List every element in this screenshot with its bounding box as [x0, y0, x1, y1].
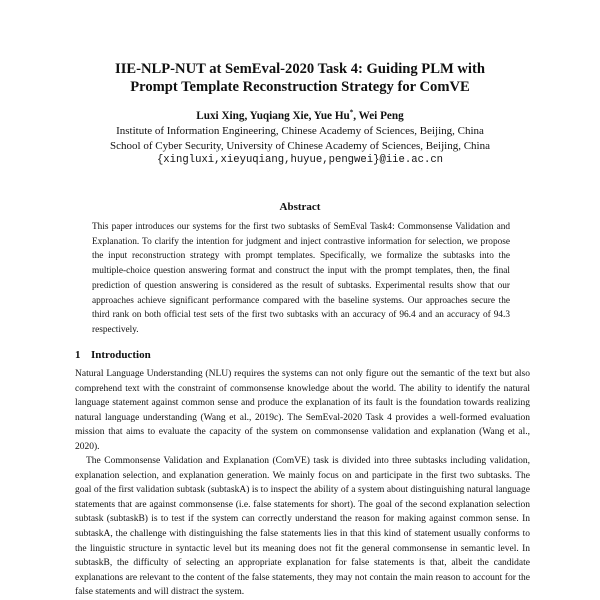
section-title: Introduction	[91, 349, 151, 361]
affiliation-2: School of Cyber Security, University of Chinese Academy of Sciences, Beijing, China	[110, 140, 490, 152]
affiliation-1: Institute of Information Engineering, Chinese Academy of Sciences, Beijing, China	[116, 125, 484, 137]
section-number: 1	[75, 349, 81, 361]
abstract-text: This paper introduces our systems for the first two subtasks of SemEval Task4: Commonsense Validation and Explanation. To clarify the intention for judgment and inject contrastive information for selection, we propose the input reconstruction strategy with prompt templates. Specifically, we formalize the subtasks into the multiple-choice question answering format and construct the input with the prompt templates, then, the final prediction of question answering is considered as the result of subtasks. Experimental results show that our approaches achieve significant performance compared with the baseline systems. Our approaches secure the third rank on both official test sets of the first two subtasks with an accuracy of 96.4 and an accuracy of 94.3 respectively.	[92, 222, 510, 335]
abstract-heading: Abstract	[279, 201, 321, 213]
introduction-paragraph-1: Natural Language Understanding (NLU) requires the systems can not only figure out the semantic of the text but also comprehend text with the constraint of commonsense knowledge about the world. The ability to identify the natural language statement against common sense and produce the explanation of its fault is the foundation towards realizing natural language understanding (Wang et al., 2019c). The SemEval-2020 Task 4 provides a well-formed evaluation mission that aims to evaluate the capacity of the system on commonsense validation and explanation (Wang et al., 2020).	[75, 369, 530, 452]
author-emails: {xingluxi,xieyuqiang,huyue,pengwei}@iie.ac.cn	[156, 154, 444, 166]
author-names-part-1: Luxi Xing, Yuqiang Xie, Yue Hu	[196, 110, 350, 122]
introduction-paragraph-2: The Commonsense Validation and Explanation (ComVE) task is divided into three subtasks including validation, explanation selection, and explanation generation. We mainly focus on and participate in the first two subtasks. The goal of the first validation subtask (subtaskA) is to inspect the ability of a system about distinguishing natural language statements that are against commonsense (i.e. false statements for short). The goal of the second explanation selection subtask (subtaskB) is to test if the system can correctly understand the reason for making against common sense. In subtaskA, the challenge with distinguishing the false statements lies in that this kind of statement usually conforms to the linguistic structure in syntactic level but its meaning does not fit the general commonsense in semantic level. In subtaskB, the difficulty of selecting an appropriate explanation for false statements is that, albeit the candidate explanations are relevant to the content of the false statements, they may not contain the main reason to account for the false statements and will distract the system.	[75, 456, 530, 598]
corresponding-author-mark: *	[349, 108, 354, 117]
author-names-part-2: , Wei Peng	[353, 110, 404, 122]
section-heading-introduction	[75, 348, 151, 362]
paper-title-line-2: Prompt Template Reconstruction Strategy for ComVE	[130, 79, 470, 95]
paper-title	[60, 60, 540, 96]
paper-title-line-1: IIE-NLP-NUT at SemEval-2020 Task 4: Guiding PLM with	[115, 61, 485, 77]
author-list	[60, 109, 540, 123]
